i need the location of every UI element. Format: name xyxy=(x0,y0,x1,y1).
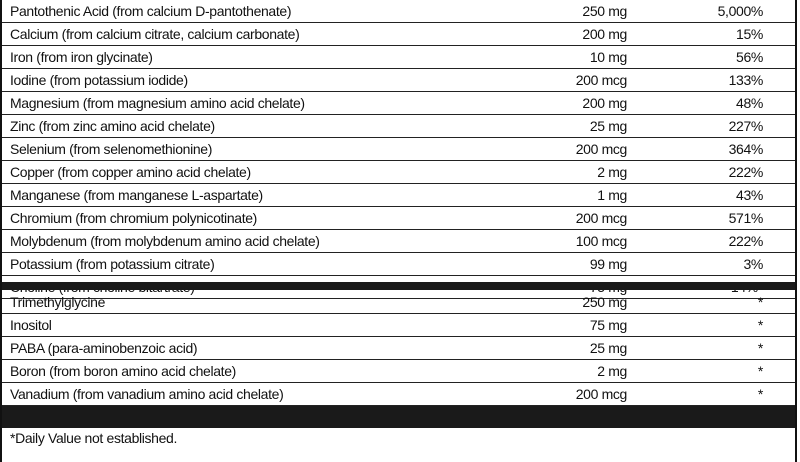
nutrient-name: Calcium (from calcium citrate, calcium carbonate) xyxy=(10,26,300,42)
nutrient-row xyxy=(2,46,795,69)
nutrient-row xyxy=(2,23,795,46)
nutrient-daily-value: 133% xyxy=(728,72,763,88)
nutrient-amount: 250 mg xyxy=(582,294,627,310)
nutrient-amount: 200 mcg xyxy=(575,210,627,226)
nutrient-amount: 1 mg xyxy=(597,187,627,203)
nutrient-amount: 250 mg xyxy=(582,3,627,19)
nutrient-row xyxy=(2,161,795,184)
nutrient-amount: 2 mg xyxy=(597,363,627,379)
daily-value-footnote: *Daily Value not established. xyxy=(10,430,178,446)
nutrient-daily-value: 48% xyxy=(736,95,763,111)
nutrient-amount: 200 mg xyxy=(582,26,627,42)
nutrient-amount: 99 mg xyxy=(589,256,627,272)
nutrient-name: Magnesium (from magnesium amino acid chelate) xyxy=(10,95,305,111)
nutrient-daily-value: 15% xyxy=(736,26,763,42)
nutrient-daily-value: 56% xyxy=(736,49,763,65)
nutrient-amount: 25 mg xyxy=(589,118,627,134)
section-separator-bar xyxy=(2,282,795,290)
nutrient-name: Copper (from copper amino acid chelate) xyxy=(10,164,251,180)
nutrient-name: Molybdenum (from molybdenum amino acid chelate) xyxy=(10,233,320,249)
nutrient-row xyxy=(2,207,795,230)
nutrient-name: Boron (from boron amino acid chelate) xyxy=(10,363,236,379)
nutrient-row xyxy=(2,92,795,115)
nutrient-amount: 25 mg xyxy=(589,340,627,356)
nutrient-name: Selenium (from selenomethionine) xyxy=(10,141,213,157)
nutrient-amount: 100 mcg xyxy=(575,233,627,249)
nutrient-row xyxy=(2,337,795,360)
nutrient-daily-value: 43% xyxy=(736,187,763,203)
nutrient-daily-value: 5,000% xyxy=(717,3,763,19)
nutrient-daily-value: * xyxy=(757,363,763,379)
nutrient-daily-value: 3% xyxy=(743,256,763,272)
nutrient-amount: 2 mg xyxy=(597,164,627,180)
nutrient-daily-value: * xyxy=(757,294,763,310)
nutrient-name: Manganese (from manganese L-aspartate) xyxy=(10,187,263,203)
nutrient-name: PABA (para-aminobenzoic acid) xyxy=(10,340,198,356)
nutrient-name: Iron (from iron glycinate) xyxy=(10,49,153,65)
nutrient-daily-value: 571% xyxy=(728,210,763,226)
nutrient-name: Zinc (from zinc amino acid chelate) xyxy=(10,118,215,134)
nutrient-daily-value: 364% xyxy=(728,141,763,157)
nutrient-daily-value: 227% xyxy=(728,118,763,134)
nutrient-row xyxy=(2,253,795,276)
nutrient-row xyxy=(2,184,795,207)
nutrient-amount: 200 mcg xyxy=(575,72,627,88)
nutrient-row xyxy=(2,115,795,138)
nutrient-daily-value: 222% xyxy=(728,233,763,249)
nutrient-name: Vanadium (from vanadium amino acid chelate) xyxy=(10,386,284,402)
nutrient-name: Inositol xyxy=(10,317,52,333)
nutrient-daily-value: * xyxy=(757,317,763,333)
nutrient-daily-value: * xyxy=(757,386,763,402)
nutrient-row xyxy=(2,0,795,23)
nutrient-row xyxy=(2,291,795,314)
nutrient-row xyxy=(2,360,795,383)
nutrient-row xyxy=(2,230,795,253)
nutrient-amount: 75 mg xyxy=(589,317,627,333)
nutrient-row xyxy=(2,69,795,92)
nutrient-row xyxy=(2,383,795,406)
nutrient-name: Potassium (from potassium citrate) xyxy=(10,256,215,272)
nutrient-daily-value: * xyxy=(757,340,763,356)
nutrient-name: Iodine (from potassium iodide) xyxy=(10,72,188,88)
nutrient-amount: 10 mg xyxy=(589,49,627,65)
nutrient-daily-value: 222% xyxy=(728,164,763,180)
nutrient-name: Pantothenic Acid (from calcium D-pantothenate) xyxy=(10,3,292,19)
nutrient-name: Chromium (from chromium polynicotinate) xyxy=(10,210,257,226)
nutrient-amount: 200 mcg xyxy=(575,386,627,402)
nutrient-name: Trimethylglycine xyxy=(10,294,106,310)
nutrient-amount: 200 mg xyxy=(582,95,627,111)
section-separator-bar-bottom xyxy=(2,406,795,428)
nutrient-amount: 200 mcg xyxy=(575,141,627,157)
nutrient-row xyxy=(2,138,795,161)
nutrient-row xyxy=(2,314,795,337)
